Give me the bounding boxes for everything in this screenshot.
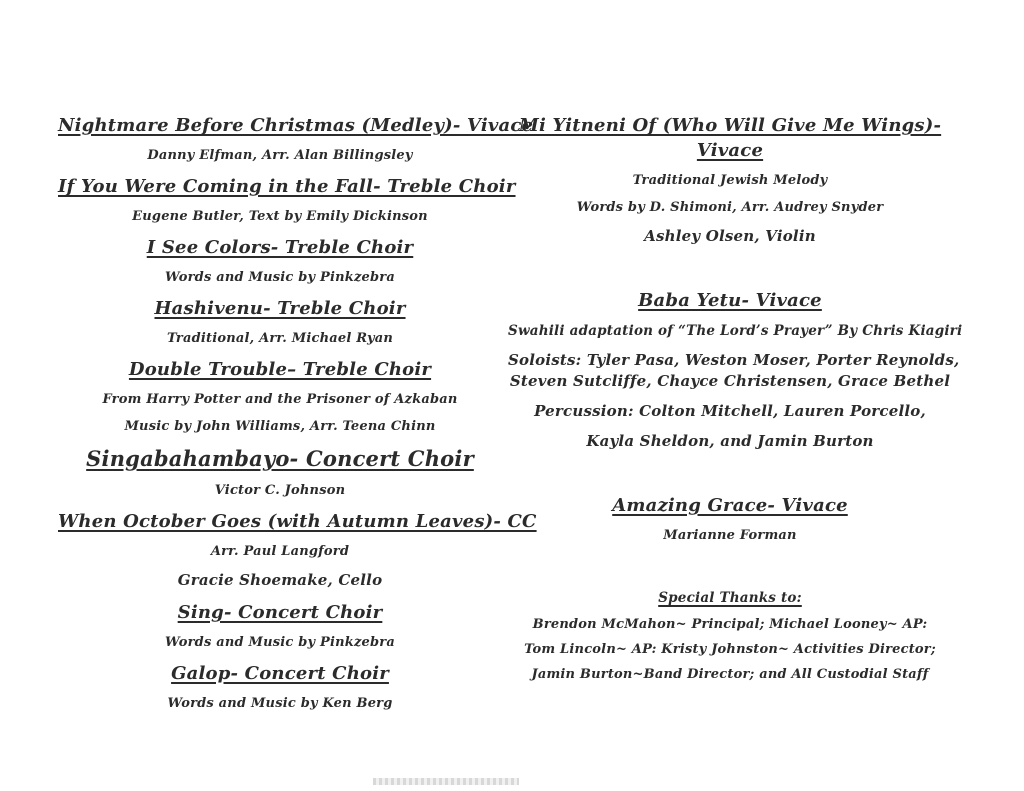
song-credit: Music by John Williams, Arr. Teena Chinn: [124, 419, 436, 434]
right-column: [508, 104, 963, 692]
song-title: Galop- Concert Choir: [171, 663, 389, 684]
song-credit: Eugene Butler, Text by Emily Dickinson: [132, 209, 428, 224]
song-credit: Victor C. Johnson: [214, 483, 346, 498]
song-title: Baba Yetu- Vivace: [638, 290, 822, 311]
song-title: Singabahambayo- Concert Choir: [86, 446, 474, 471]
thanks-line: Brendon McMahon~ Principal; Michael Looney~ AP:: [532, 617, 928, 632]
percussion-line: Kayla Sheldon, and Jamin Burton: [586, 432, 874, 450]
song-credit: Words and Music by Ken Berg: [167, 696, 393, 711]
song-title: Double Trouble– Treble Choir: [128, 359, 432, 380]
song-title: If You Were Coming in the Fall- Treble Choir: [58, 176, 516, 197]
song-title: I See Colors- Treble Choir: [146, 237, 414, 258]
song-title: Nightmare Before Christmas (Medley)- Vivace: [58, 115, 534, 136]
song-credit: Traditional, Arr. Michael Ryan: [166, 331, 393, 346]
song-credit: Words and Music by Pinkzebra: [165, 270, 395, 285]
percussion-line: Percussion: Colton Mitchell, Lauren Porcello,: [534, 402, 926, 420]
song-credit: Traditional Jewish Melody: [632, 173, 828, 188]
song-title: Vivace: [696, 140, 764, 161]
song-credit: Words and Music by Pinkzebra: [165, 635, 395, 650]
song-credit: Words by D. Shimoni, Arr. Audrey Snyder: [576, 200, 884, 215]
song-title: Hashivenu- Treble Choir: [154, 298, 406, 319]
song-title: Mi Yitneni Of (Who Will Give Me Wings)-: [518, 115, 942, 136]
left-column: [58, 104, 537, 723]
song-credit: From Harry Potter and the Prisoner of Azkaban: [102, 392, 458, 407]
song-credit: Danny Elfman, Arr. Alan Billingsley: [147, 148, 413, 163]
thanks-line: Tom Lincoln~ AP: Kristy Johnston~ Activities Director;: [524, 642, 936, 657]
soloists-line: Soloists: Tyler Pasa, Weston Moser, Porter Reynolds,: [508, 351, 960, 369]
song-credit: Swahili adaptation of “The Lord’s Prayer” By Chris Kiagiri: [508, 323, 963, 339]
song-title: Sing- Concert Choir: [177, 602, 383, 623]
performer-line: Ashley Olsen, Violin: [644, 227, 816, 245]
soloists-line: Steven Sutcliffe, Chayce Christensen, Grace Bethel: [509, 372, 951, 390]
song-credit: Marianne Forman: [663, 528, 797, 543]
song-title: Amazing Grace- Vivace: [612, 495, 848, 516]
special-thanks-heading: Special Thanks to:: [658, 590, 802, 606]
song-title: When October Goes (with Autumn Leaves)- CC: [58, 511, 537, 532]
scan-artifact-strip: [373, 778, 519, 785]
performer-line: Gracie Shoemake, Cello: [177, 571, 383, 589]
song-credit: Arr. Paul Langford: [210, 544, 350, 559]
thanks-line: Jamin Burton~Band Director; and All Custodial Staff: [531, 667, 929, 682]
